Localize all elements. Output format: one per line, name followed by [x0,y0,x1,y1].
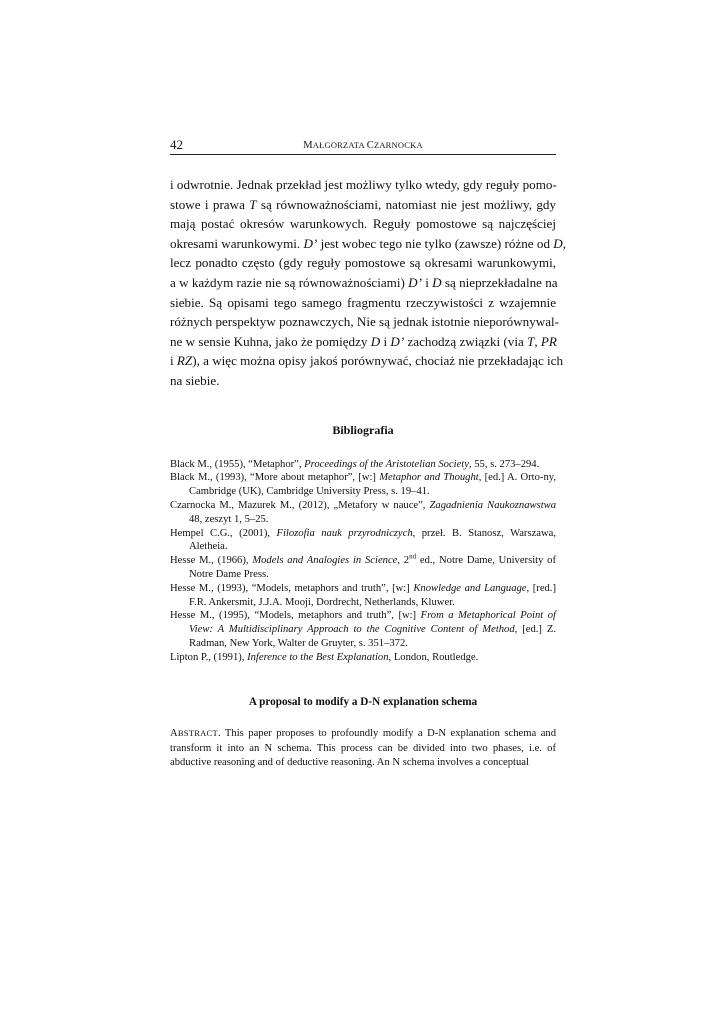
abstract-title: A proposal to modify a D-N explanation schema [248,696,478,709]
body-line: i odwrotnie. Jednak przekład jest możliwy tylko wtedy, gdy reguły pomo- [170,177,557,192]
abstract-text: ABSTRACT. This paper proposes to profoundly modify a D-N explanation schema and transform it into an N schema. This process can be divided into two phases, i.e. of abductive reasoning and of deductive reasoning. An N schema involves a conceptual [170,728,556,768]
body-line: mają postać okresów warunkowych. Reguły pomostowe są najczęściej [170,216,556,232]
bibliography-list [170,458,556,665]
body-line: okresami warunkowymi. D’ jest wobec tego nie tylko (zawsze) różne od D, [170,235,567,251]
body-paragraph [170,175,567,391]
body-line: na siebie. [170,372,220,388]
body-line: różnych perspektyw poznawczych, Nie są jednak istotnie nieporównywal- [170,314,560,330]
body-line: lecz ponadto często (gdy reguły pomostowe są okresami warunkowymi, [170,255,556,271]
bibliography-entry: Hesse M., (1966), Models and Analogies in Science, 2nd ed., Notre Dame, University of Notre Dame Press. [170,552,557,580]
bibliography-entry: Hempel C.G., (2001), Filozofia nauk przyrodniczych, przeł. B. Stanosz, Warszawa, Aletheia. [170,527,556,553]
bibliography-entry: Czarnocka M., Mazurek M., (2012), „Metafory w nauce”, Zagadnienia Naukoznawstwa 48, zeszyt 1, 5–25. [170,499,556,525]
body-line: i RZ), a więc można opisy jakoś porównywać, chociaż nie przekładając ich [170,353,564,369]
bibliography-entry: Black M., (1955), “Metaphor”, Proceedings of the Aristotelian Society, 55, s. 273–294. [170,458,540,470]
page [170,136,567,770]
body-line: a w każdym razie nie są równoważnościami) D’ i D są nieprzekładalne na [170,274,558,290]
bibliography-entry: Lipton P., (1991), Inference to the Best Explanation, London, Routledge. [170,651,479,663]
body-line: ne w sensie Kuhna, jako że pomiędzy D i D’ zachodzą związki (via T, PR [170,333,557,349]
page-number: 42 [170,137,183,152]
header-author: MAŁGORZATA CZARNOCKA [303,140,423,151]
running-head [170,136,556,155]
abstract-label: ABSTRACT [170,728,218,740]
bibliography-entry: Hesse M., (1995), “Models, metaphors and truth”, [w:] From a Metaphorical Point of View: A Multidisciplinary Approach to the Cognitive Content of Method, [ed.] Z. Radman, New York, Walter de Gruyter, s. 351–372. [170,610,556,649]
body-line: siebie. Są opisami tego samego fragmentu rzeczywistości z wzajemnie [170,294,556,310]
bibliography-entry: Hesse M., (1993), “Models, metaphors and truth”, [w:] Knowledge and Language, [red.] F.R. Ankersmit, J.J.A. Mooji, Dordrecht, Netherlands, Kluwer. [170,582,556,608]
bibliography-heading: Bibliografia [332,422,394,437]
bibliography-entry: Black M., (1993), “More about metaphor”, [w:] Metaphor and Thought, [ed.] A. Orto-ny, Cambridge (UK), Cambridge University Press, s. 19–41. [170,472,556,498]
body-line: stowe i prawa T są równoważnościami, natomiast nie jest możliwy, gdy [170,196,556,212]
